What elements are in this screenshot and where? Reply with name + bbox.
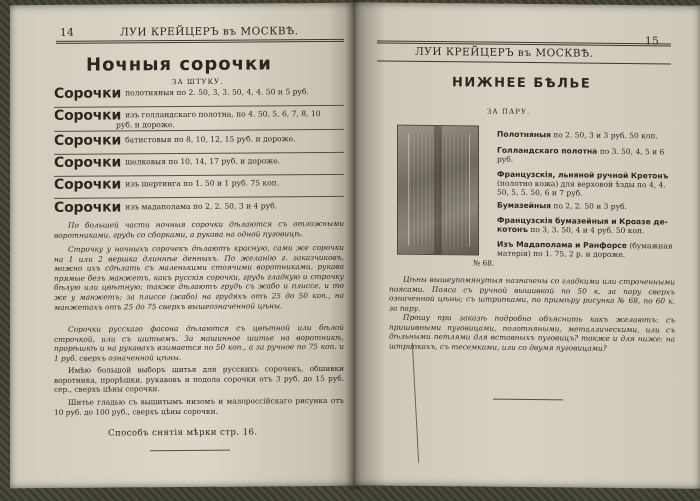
item-text: (бумажная матерія) по 1. 75, 2 р. и дороже. xyxy=(497,241,673,260)
figure-label: № 68. xyxy=(473,258,495,268)
item-text: полотняныя по 2. 50, 3, 3. 50, 4, 4. 50 и 5 руб. xyxy=(125,87,309,98)
item-name: Сорочки xyxy=(54,132,122,149)
list-item xyxy=(497,130,677,141)
item-text: изъ мадаполама по 2, 2. 50, 3 и 4 руб. xyxy=(125,201,278,212)
item-text: шелковыя по 10, 14, 17 руб. и дороже. xyxy=(125,156,281,167)
right-page xyxy=(355,2,700,489)
list-item xyxy=(497,146,677,166)
page-crease xyxy=(412,343,419,463)
item-name: Французскія бумазейныя и Кроазе де-котонъ xyxy=(497,215,668,235)
page-number-right: 15 xyxy=(645,35,660,48)
note-embroidery-choice: Имѣю большой выборъ шитья для русскихъ сорочекъ, обшивки воротника, прорѣшки, рукавовъ и подола сорочки отъ 3 руб. до 15 руб. сер., сверхъ цѣны сорочки. xyxy=(54,363,344,395)
list-item xyxy=(54,176,344,193)
running-header-left: ЛУИ КРЕЙЦЕРЪ въ МОСКВѢ. xyxy=(120,25,299,39)
left-page xyxy=(10,3,355,488)
list-item xyxy=(497,201,677,212)
item-name: Полотняныя xyxy=(497,129,551,140)
item-name: Сорочки xyxy=(54,107,122,124)
open-book xyxy=(8,0,700,501)
list-item xyxy=(497,170,677,199)
footer-rule-left xyxy=(150,450,230,452)
list-item xyxy=(54,199,344,216)
item-name: Сорочки xyxy=(54,199,122,216)
underwear-illustration xyxy=(397,125,479,256)
page-number-left: 14 xyxy=(60,26,75,39)
running-header-right: ЛУИ КРЕЙЦЕРЪ въ МОСКВѢ. xyxy=(415,45,594,60)
paragraph-order-instructions: Прошу при заказѣ подробно объяснить какъ желаютъ: съ пришивными пуговицами, полотняными, металлическими, или съ дѣльными петлями для вставныхъ пуговицъ? также и для ниже: на штрипкахъ, съ тесемками, или со двумя пуговицами? xyxy=(389,312,675,353)
item-text: батистовыя по 8, 10, 12, 15 руб. и дороже. xyxy=(125,134,296,145)
page-title-right: НИЖНЕЕ БѢЛЬЕ xyxy=(452,75,592,92)
item-text: по 3. 50, 4, 5 и 6 руб. xyxy=(497,146,665,164)
list-item xyxy=(497,240,677,260)
note-satin-stitch: Шитье гладью съ вышитымъ низомъ и малороссійскаго рисунка отъ 10 руб. до 100 руб., сверхъ цѣны сорочки. xyxy=(54,395,344,417)
item-text: изъ голландскаго полотна, по 4. 50, 5, 6, 7, 8, 10 xyxy=(125,109,321,120)
header-rule-right-bottom xyxy=(377,60,671,64)
page-title-left: Ночныя сорочки xyxy=(86,53,272,76)
unit-label-left: ЗА ШТУКУ. xyxy=(172,77,224,87)
item-divider xyxy=(54,196,344,199)
paragraph-collars: По большей части ночныя сорочки дѣлаются съ отложными воротниками, грудь со сборками, а рукава на одной пуговицѣ. xyxy=(54,218,344,240)
item-name: Голландскаго полотна xyxy=(497,145,598,156)
list-item xyxy=(54,85,344,102)
footer-rule-right xyxy=(493,399,563,401)
item-text: по 3, 3. 50, 4 и 4 руб. 50 коп. xyxy=(530,225,645,236)
measurement-reference: Способъ снятія мѣрки стр. 16. xyxy=(108,427,258,439)
item-name: Сорочки xyxy=(54,85,122,102)
item-name: Сорочки xyxy=(54,176,122,193)
paragraph-russian-style: Сорочки русскаго фасона дѣлаются съ цвѣтной или бѣлой строчкой, или съ шитьемъ. За машинное шитье на воротникѣ, прорѣшкѣ и на рукавахъ взимается по 50 коп., а за ручное по 75 коп. и 1 руб. сверхъ означенной цѣны. xyxy=(54,322,344,363)
item-text: по 2, 2. 50 и 3 руб. xyxy=(553,201,627,212)
item-name: Французскія, льняной ручной Кретонъ xyxy=(497,169,669,181)
list-item xyxy=(54,154,344,171)
paragraph-belts: Цѣны вышеупомянутыя назначены со гладкими или строченными поясами. Пояса съ ручной вышивкой по 50 к. за пару сверхъ означенной цѣны; съ штрипками, по примѣру рисунка № 68, по 60 к. за пару. xyxy=(389,274,675,313)
item-name: Сорочки xyxy=(54,154,122,171)
item-text: (полотно кожа) для верховой ѣзды по 4, 4. 50, 5, 5. 50, 6 и 7 руб. xyxy=(497,178,666,198)
item-text-continued: руб. и дороже. xyxy=(116,120,175,130)
header-rule-left xyxy=(56,39,344,44)
item-text: по 2. 50, 3 и 3 руб. 50 коп. xyxy=(553,130,658,141)
item-text: изъ шертинга по 1. 50 и 1 руб. 75 коп. xyxy=(125,178,280,189)
unit-label-right: ЗА ПАРУ. xyxy=(487,107,531,117)
list-item xyxy=(54,109,344,130)
list-item xyxy=(54,132,344,149)
item-name: Бумазейныя xyxy=(497,200,551,211)
item-name: Изъ Мадаполама и Ранфорсе xyxy=(497,239,627,251)
paragraph-stitching: Строчку у ночныхъ сорочекъ дѣлаютъ красную, сами же сорочки на 1 или 2 вершка длиннѣе денныхъ. По желанію г. заказчиковъ, можно ихъ сдѣлать съ маленькими стоячими воротниками, рукава прямые безъ манжетъ, какъ русскія сорочки, грудь гладкую и строчку бѣлую или цвѣтную; также дѣлаютъ грудь съ жабо и плиссе, и то же у манжетъ; за плиссе (жабо) на грудяхъ отъ 25 до 50 коп., на манжетахъ отъ 25 до 75 сверхъ вышеозначенной цѣны. xyxy=(54,242,344,312)
list-item xyxy=(497,216,677,236)
